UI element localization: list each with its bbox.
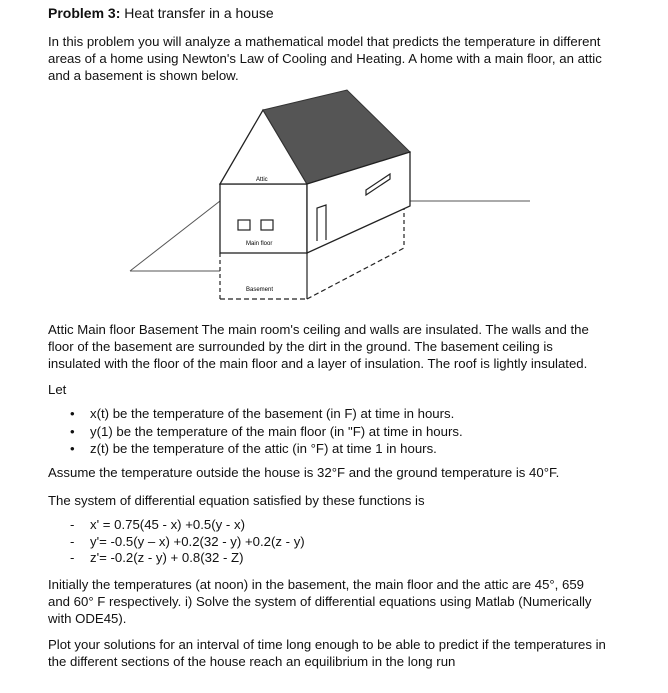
- bullet-icon: •: [70, 406, 75, 421]
- problem-number: Problem 3:: [48, 5, 121, 21]
- equation-text: z'= -0.2(z - y) + 0.8(32 - Z): [90, 550, 244, 565]
- plot-instructions-paragraph: Plot your solutions for an interval of time long enough to be able to predict if the temperatures in the different sections of the house reach an equilibrium in the long run: [48, 637, 606, 669]
- bullet-icon: •: [70, 423, 75, 439]
- list-item: [68, 405, 608, 423]
- intro-paragraph: In this problem you will analyze a mathematical model that predicts the temperature in different areas of a home using Newton's Law of Cooling and Heating. A home with a main floor, an attic and a basement is shown below.: [48, 34, 602, 83]
- bullet-text: x(t) be the temperature of the basement (in F) at time in hours.: [90, 406, 455, 421]
- assumption-paragraph: Assume the temperature outside the house is 32°F and the ground temperature is 40°F.: [48, 465, 560, 480]
- problem-title: [48, 5, 274, 21]
- let-label: Let: [48, 382, 67, 397]
- house-diagram: [120, 88, 540, 313]
- equation-item: [68, 550, 608, 567]
- attic-label: Attic: [256, 177, 268, 183]
- initial-conditions-paragraph: Initially the temperatures (at noon) in the basement, the main floor and the attic are 45°, 659 and 60° F respectively. i) Solve the system of differential equations using Matlab (Numerically with ODE45).: [48, 577, 592, 626]
- dash-icon: -: [70, 517, 75, 532]
- equation-text: y'= -0.5(y – x) +0.2(32 - y) +0.2(z - y): [90, 533, 305, 549]
- variable-list: [68, 405, 608, 458]
- basement-side-bottom-dashed: [307, 248, 404, 299]
- equation-item: [68, 517, 608, 534]
- main-floor-label: Main floor: [246, 241, 273, 247]
- system-paragraph: The system of differential equation satisfied by these functions is: [48, 493, 425, 508]
- bullet-text: y(1) be the temperature of the main floor (in "F) at time in hours.: [90, 423, 463, 439]
- equation-item: [68, 534, 608, 551]
- dash-icon: -: [70, 533, 75, 549]
- equation-text: x' = 0.75(45 - x) +0.5(y - x): [90, 517, 245, 532]
- problem-title-text: Heat transfer in a house: [120, 5, 274, 21]
- list-item: [68, 440, 608, 458]
- bullet-text: z(t) be the temperature of the attic (in °F) at time 1 in hours.: [90, 441, 437, 456]
- equation-list: [68, 517, 608, 567]
- dash-icon: -: [70, 550, 75, 565]
- ground-plane-left-back: [130, 201, 220, 271]
- basement-label: Basement: [246, 287, 274, 293]
- list-item: [68, 423, 608, 441]
- bullet-icon: •: [70, 441, 75, 456]
- description-paragraph: Attic Main floor Basement The main room's ceiling and walls are insulated. The walls and the floor of the basement are surrounded by the dirt in the ground. The basement ceiling is insulated with the floor of the main floor and a layer of insulation. The roof is lightly insulated.: [48, 322, 589, 371]
